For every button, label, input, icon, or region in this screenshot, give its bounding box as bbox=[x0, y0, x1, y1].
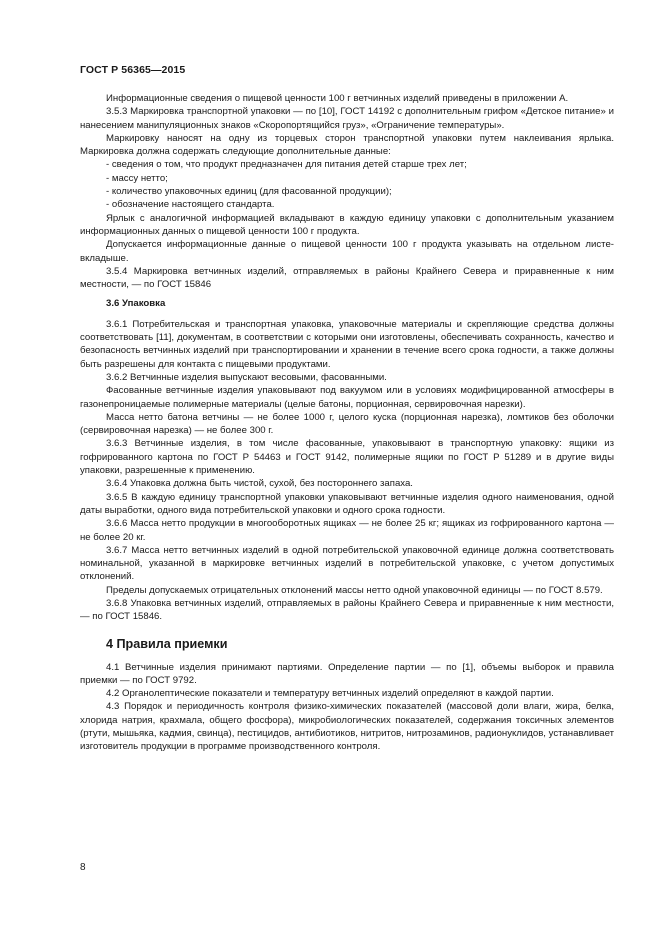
paragraph: 3.5.3 Маркировка транспортной упаковки — по [10], ГОСТ 14192 с дополнительным грифом «Детское питание» и нанесением манипуляционных знаков «Скоропортящийся груз», «Ограничение температуры». bbox=[80, 106, 614, 131]
paragraph: 3.6.1 Потребительская и транспортная упаковка, упаковочные материалы и скрепляющие средства должны соответствовать [11], документам, в соответствии с которыми они изготовлены, обеспечивать сохранность, качество и безопасность ветчинных изделий при транспортировании и хранении в течение всего срока годности, а также должны быть разрешены для контакта с пищевыми продуктами. bbox=[80, 318, 614, 370]
paragraph: 3.6.6 Масса нетто продукции в многооборотных ящиках — не более 25 кг; ящиках из гофрированного картона — не более 20 кг. bbox=[80, 518, 614, 543]
paragraph: Маркировку наносят на одну из торцевых сторон транспортной упаковки путем наклеивания ярлыка. Маркировка должна содержать следующие дополнительные данные: bbox=[80, 132, 614, 158]
paragraph: 4.1 Ветчинные изделия принимают партиями. Определение партии — по [1], объемы выборок и правила приемки — по ГОСТ 9792. bbox=[80, 661, 614, 686]
paragraph: Фасованные ветчинные изделия упаковывают под вакуумом или в условиях модифицированной атмосферы в газонепроницаемые полимерные материалы (целые батоны, порционная, сервировочная нарезки). bbox=[80, 385, 614, 410]
paragraph: Ярлык с аналогичной информацией вкладывают в каждую единицу упаковки с дополнительным указанием информационных данных о пищевой ценности 100 г продукта. bbox=[80, 212, 614, 237]
paragraph: 3.6.8 Упаковка ветчинных изделий, отправляемых в районы Крайнего Севера и приравненные к ним местности, — по ГОСТ 15846. bbox=[80, 597, 614, 623]
section-36 bbox=[80, 318, 614, 624]
document-body bbox=[80, 92, 614, 754]
paragraph: 3.5.4 Маркировка ветчинных изделий, отправляемых в районы Крайнего Севера и приравненные к ним местности, — по ГОСТ 15846 bbox=[80, 265, 614, 291]
paragraph: Пределы допускаемых отрицательных отклонений массы нетто одной упаковочной единицы — по ГОСТ 8.579. bbox=[106, 584, 603, 596]
list-item: - количество упаковочных единиц (для фасованной продукции); bbox=[106, 186, 392, 198]
section-35-continued bbox=[80, 92, 614, 291]
paragraph: 3.6.5 В каждую единицу транспортной упаковки упаковывают ветчинные изделия одного наименования, одной даты выработки, одного вида потребительской упаковки и одного срока годности. bbox=[80, 491, 614, 516]
section-heading-3-6: 3.6 Упаковка bbox=[106, 298, 166, 310]
paragraph: 3.6.3 Ветчинные изделия, в том числе фасованные, упаковывают в транспортную упаковку: ящики из гофрированного картона по ГОСТ Р 54463 и ГОСТ 9142, полимерные ящики по ГОСТ Р 51289 и в другие виды упаковки, разрешенные к применению. bbox=[80, 438, 614, 477]
page-number: 8 bbox=[80, 862, 86, 873]
section-4 bbox=[80, 661, 614, 754]
list-item: - обозначение настоящего стандарта. bbox=[106, 199, 275, 211]
paragraph: 3.6.4 Упаковка должна быть чистой, сухой, без постороннего запаха. bbox=[106, 478, 413, 490]
paragraph: Масса нетто батона ветчины — не более 1000 г, целого куска (порционная нарезка), ломтиков без оболочки (сервировочная нарезка) — не более 300 г. bbox=[80, 411, 614, 437]
paragraph: 4.3 Порядок и периодичность контроля физико-химических показателей (массовой доли влаги, жира, белка, хлорида натрия, крахмала, общего фосфора), микробиологических показателей, содержания токсичных элементов (ртути, мышьяка, кадмия, свинца), пестицидов, антибиотиков, нитритов, нитрозаминов, радионуклидов, устанавливает изготовитель продукции в программе производственного контроля. bbox=[80, 701, 614, 753]
paragraph: 4.2 Органолептические показатели и температуру ветчинных изделий определяют в каждой партии. bbox=[106, 688, 554, 700]
paragraph: Допускается информационные данные о пищевой ценности 100 г продукта указывать на отдельном листе-вкладыше. bbox=[80, 239, 614, 264]
section-heading-4: 4 Правила приемки bbox=[106, 636, 228, 651]
paragraph: Информационные сведения о пищевой ценности 100 г ветчинных изделий приведены в приложении А. bbox=[106, 93, 569, 104]
paragraph: 3.6.7 Масса нетто ветчинных изделий в одной потребительской упаковочной единице должна соответствовать номинальной, указанной в маркировке ветчинных изделий в потребительской упаковке, с учетом допустимых отклонений. bbox=[80, 544, 614, 583]
paragraph: 3.6.2 Ветчинные изделия выпускают весовыми, фасованными. bbox=[106, 371, 387, 383]
standard-header: ГОСТ Р 56365—2015 bbox=[80, 64, 186, 76]
list-item: - массу нетто; bbox=[106, 172, 168, 184]
list-item: - сведения о том, что продукт предназначен для питания детей старше трех лет; bbox=[106, 159, 467, 171]
